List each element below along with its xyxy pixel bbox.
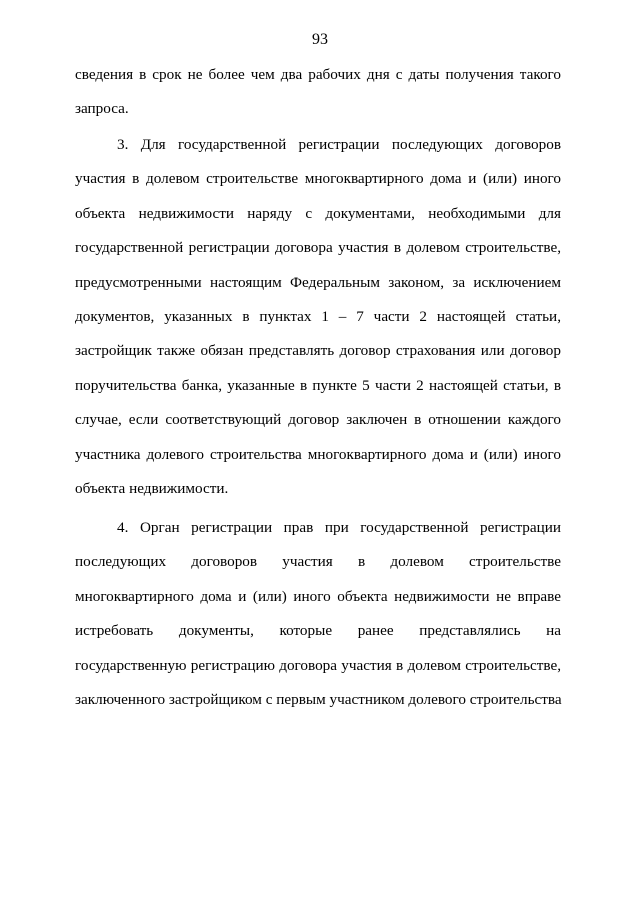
- text-line: государственной регистрации договора участия в долевом строительстве,: [75, 239, 561, 257]
- text-line: поручительства банка, указанные в пункте 5 части 2 настоящей статьи, в: [75, 376, 561, 394]
- text-line: истребовать документы, которые ранее представлялись на: [75, 622, 561, 640]
- text-line: государственную регистрацию договора участия в долевом строительстве,: [75, 656, 561, 674]
- text-line: 4. Орган регистрации прав при государственной регистрации: [117, 519, 561, 536]
- text-line: сведения в срок не более чем два рабочих дня с даты получения такого: [75, 66, 561, 83]
- text-line: объекта недвижимости наряду с документами, необходимыми для: [75, 204, 561, 222]
- text-line: объекта недвижимости.: [75, 479, 229, 497]
- text-line: документов, указанных в пунктах 1 – 7 части 2 настоящей статьи,: [75, 307, 561, 325]
- text-line: участника долевого строительства многоквартирного дома и (или) иного: [75, 445, 561, 463]
- text-line: случае, если соответствующий договор заключен в отношении каждого: [75, 411, 561, 429]
- text-line: 3. Для государственной регистрации последующих договоров: [117, 136, 561, 153]
- text-line: участия в долевом строительстве многоквартирного дома и (или) иного: [75, 170, 561, 188]
- page-number: 93: [312, 31, 328, 48]
- text-line: застройщик также обязан представлять договор страхования или договор: [75, 342, 561, 360]
- text-line: запроса.: [75, 100, 129, 118]
- text-line: заключенного застройщиком с первым участником долевого строительства: [75, 690, 562, 708]
- text-line: предусмотренными настоящим Федеральным законом, за исключением: [75, 273, 561, 291]
- paragraph-4: [75, 511, 561, 717]
- paragraph-3: [75, 128, 561, 506]
- text-line: последующих договоров участия в долевом строительстве: [75, 553, 561, 571]
- text-line: многоквартирного дома и (или) иного объекта недвижимости не вправе: [75, 587, 561, 605]
- paragraph-continuation: [75, 58, 561, 127]
